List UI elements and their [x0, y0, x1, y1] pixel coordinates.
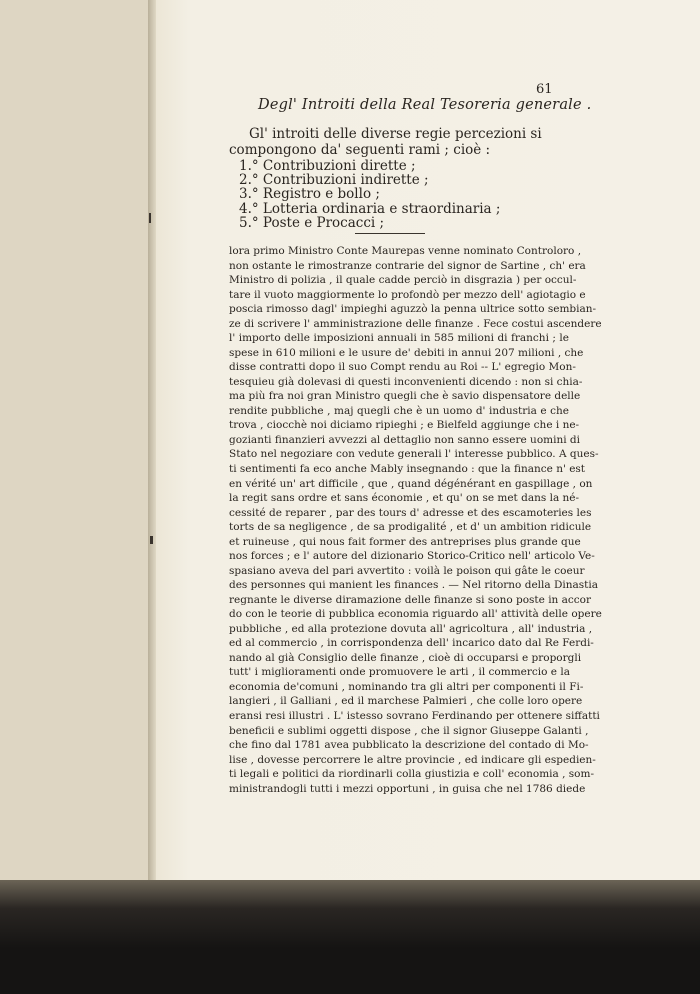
- footnote-line: eransi resi illustri . L' istesso sovrano Ferdinando per ottenere siffatti: [229, 710, 600, 722]
- intro-paragraph: Gl' introiti delle diverse regie percezioni si compongono da' seguenti rami ; cioè :: [229, 126, 542, 158]
- footnote-line: disse contratti dopo il suo Compt rendu au Roi -- L' egregio Mon-: [229, 361, 576, 374]
- list-item: 2.° Contribuzioni indirette ;: [239, 172, 429, 189]
- footnote-line: torts de sa negligence , de sa prodigalité , et d' un ambition ridicule: [229, 521, 592, 534]
- footnote-line: economia de'comuni , nominando tra gli altri per componenti il Fi-: [229, 680, 584, 693]
- footnote-line: rendite pubbliche , maj quegli che è un uomo d' industria e che: [229, 404, 569, 417]
- footnote-line: pubbliche , ed alla protezione dovuta all' agricoltura , all' industria ,: [229, 622, 593, 635]
- margin-mark: [149, 213, 151, 223]
- footnote-line: ti legali e politici da riordinarli colla giustizia e coll' economia , som-: [229, 768, 595, 781]
- footnote-line: nando al già Consiglio delle finanze , cioè di occuparsi e proporgli: [229, 651, 582, 664]
- footnote-line: lise , dovesse percorrere le altre provincie , ed indicare gli espedien-: [229, 753, 596, 766]
- footnote-line: Stato nel negoziare con vedute generali l' interesse pubblico. A ques-: [229, 448, 599, 461]
- footnote-line: tare il vuoto maggiormente lo profondò per mezzo dell' agiotagio e: [229, 288, 586, 301]
- footnote-line: ministrandogli tutti i mezzi opportuni , in guisa che nel 1786 diede: [229, 782, 586, 795]
- footnote-line: Ministro di polizia , il quale cadde perciò in disgrazia ) per occul-: [229, 274, 577, 287]
- footnote-line: regnante le diverse diramazione delle finanze si sono poste in accor: [229, 593, 592, 606]
- page-number: 61: [536, 82, 553, 97]
- margin-mark: [150, 536, 153, 544]
- footnote-line: che fino dal 1781 avea pubblicato la descrizione del contado di Mo-: [229, 739, 589, 752]
- left-page: [0, 0, 150, 880]
- footnote-line: spese in 610 milioni e le usure de' debiti in annui 207 milioni , che: [229, 346, 584, 359]
- footnote-line: et ruineuse , qui nous fait former des antreprises plus grande que: [229, 535, 581, 548]
- footnote-line: gozianti finanzieri avvezzi al dettaglio non sanno essere uomini di: [229, 433, 580, 446]
- scan-bottom-edge: [0, 880, 700, 994]
- footnote-line: tesquieu già dolevasi di questi inconvenienti dicendo : non si chia-: [229, 375, 583, 388]
- footnote-line: do con le teorie di pubblica economia riguardo all' attività delle opere: [229, 608, 602, 621]
- list-item: 3.° Registro e bollo ;: [239, 186, 380, 203]
- footnote-line: lora primo Ministro Conte Maurepas venne nominato Controloro ,: [229, 245, 582, 257]
- footnote-line: cessité de reparer , par des tours d' adresse et des escamoteries les: [229, 506, 592, 519]
- footnote-line: trova , ciocchè noi diciamo ripieghi ; e Bielfeld aggiunge che i ne-: [229, 419, 580, 432]
- footnote-line: des personnes qui manient les finances . — Nel ritorno della Dinastia: [229, 579, 598, 592]
- footnote-line: ed al commercio , in corrispondenza dell' incarico dato dal Re Ferdi-: [229, 637, 594, 650]
- list-item: 1.° Contribuzioni dirette ;: [239, 158, 416, 174]
- footnote-line: beneficii e sublimi oggetti dispose , che il signor Giuseppe Galanti ,: [229, 724, 589, 737]
- footnote-line: tutt' i miglioramenti onde promuovere le arti , il commercio e la: [229, 666, 570, 679]
- footnote-line: l' importo delle imposizioni annuali in 585 milioni di franchi ; le: [229, 332, 569, 345]
- section-rule: [355, 233, 425, 234]
- footnote-line: ze di scrivere l' amministrazione delle finanze . Fece costui ascendere: [229, 317, 602, 330]
- running-head: Degl' Introiti della Real Tesoreria generale .: [258, 97, 592, 113]
- footnote-line: spasiano aveva del pari avvertito : voilà le poison qui gâte le coeur: [229, 564, 585, 577]
- footnote-line: non ostante le rimostranze contrarie del signor de Sartine , ch' era: [229, 259, 586, 272]
- footnote-line: la regit sans ordre et sans économie , et qu' on se met dans la né-: [229, 492, 580, 505]
- list-item: 4.° Lotteria ordinaria e straordinaria ;: [239, 200, 501, 217]
- footnote-line: langieri , il Galliani , ed il marchese Palmieri , che colle loro opere: [229, 695, 583, 708]
- footnote-line: en vérité un' art difficile , que , quand dégénérant en gaspillage , on: [229, 477, 593, 490]
- footnote-line: ti sentimenti fa eco anche Mably insegnando : que la finance n' est: [229, 462, 586, 475]
- footnote-line: ma più fra noi gran Ministro quegli che è savio dispensatore delle: [229, 390, 581, 403]
- footnote-text: [229, 244, 602, 796]
- footnote-line: nos forces ; e l' autore del dizionario Storico-Critico nell' articolo Ve-: [229, 550, 595, 563]
- list-item: 5.° Poste e Procacci ;: [239, 214, 385, 231]
- footnote-line: poscia rimosso dagl' impieghi aguzzò la penna ultrice sotto sembian-: [229, 303, 597, 316]
- revenue-list: [239, 159, 500, 230]
